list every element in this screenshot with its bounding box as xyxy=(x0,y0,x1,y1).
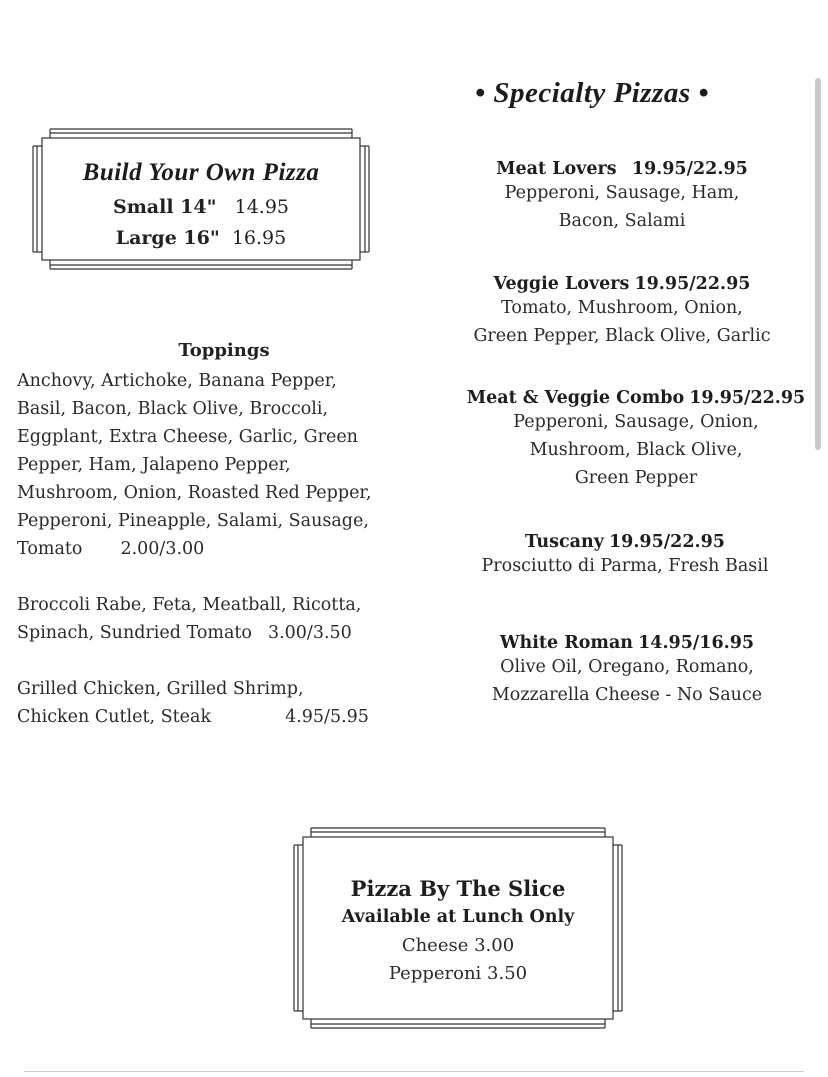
pizza-name: Meat Lovers xyxy=(496,159,617,179)
decorative-frame-icon xyxy=(293,827,623,1029)
toppings-group-3-price: 4.95/5.95 xyxy=(285,707,369,727)
pizza-price: 19.95/22.95 xyxy=(689,388,806,408)
toppings-line: Broccoli Rabe, Feta, Meatball, Ricotta, xyxy=(17,595,362,615)
toppings-line: Grilled Chicken, Grilled Shrimp, xyxy=(17,679,304,699)
toppings-line: Mushroom, Onion, Roasted Red Pepper, xyxy=(17,483,372,503)
vertical-scrollbar[interactable] xyxy=(815,78,821,450)
size-small-label: Small 14" xyxy=(112,196,217,218)
pizza-desc: Bacon, Salami xyxy=(558,211,686,231)
slice-item-pepperoni: Pepperoni 3.50 xyxy=(388,963,528,984)
size-small-row xyxy=(32,196,370,218)
toppings-line-last xyxy=(17,535,371,563)
toppings-line: Anchovy, Artichoke, Banana Pepper, xyxy=(17,371,337,391)
pizza-desc: Mozzarella Cheese - No Sauce xyxy=(491,685,763,705)
toppings-group-1 xyxy=(17,367,371,563)
toppings-group-2 xyxy=(17,591,361,647)
slice-item-cheese: Cheese 3.00 xyxy=(401,935,515,956)
toppings-line-last xyxy=(17,619,361,647)
pizza-desc: Pepperoni, Sausage, Ham, xyxy=(504,183,740,203)
pizza-name: Tuscany xyxy=(525,532,604,552)
pizza-name: White Roman xyxy=(499,633,634,653)
pizza-price: 19.95/22.95 xyxy=(631,159,748,179)
specialty-item-tuscany xyxy=(452,532,798,580)
toppings-group-3-items: Chicken Cutlet, Steak xyxy=(17,707,212,727)
toppings-line-last xyxy=(17,703,369,731)
specialty-heading: • Specialty Pizzas • xyxy=(474,77,710,109)
pizza-desc: Tomato, Mushroom, Onion, xyxy=(501,298,743,318)
pizza-desc: Olive Oil, Oregano, Romano, xyxy=(500,657,754,677)
pizza-desc: Pepperoni, Sausage, Onion, xyxy=(513,412,759,432)
specialty-item-meat-veggie-combo xyxy=(455,388,817,492)
slice-subtitle: Available at Lunch Only xyxy=(341,907,575,927)
pizza-desc: Mushroom, Black Olive, xyxy=(529,440,743,460)
size-large-price: 16.95 xyxy=(231,227,287,249)
divider xyxy=(24,1071,804,1072)
toppings-group-3 xyxy=(17,675,369,731)
pizza-price: 14.95/16.95 xyxy=(638,633,755,653)
toppings-title: Toppings xyxy=(178,340,270,361)
specialty-item-white-roman xyxy=(452,633,802,709)
toppings-group-2-price: 3.00/3.50 xyxy=(267,623,352,643)
pizza-price: 19.95/22.95 xyxy=(608,532,725,552)
slice-title: Pizza By The Slice xyxy=(350,876,566,901)
pizza-price: 19.95/22.95 xyxy=(634,274,751,294)
pizza-by-slice-box xyxy=(293,827,623,1029)
toppings-line: Pepperoni, Pineapple, Salami, Sausage, xyxy=(17,511,369,531)
size-large-label: Large 16" xyxy=(115,227,220,249)
toppings-line: Pepper, Ham, Jalapeno Pepper, xyxy=(17,455,291,475)
specialty-item-meat-lovers xyxy=(452,159,792,235)
build-your-own-box xyxy=(32,128,370,270)
toppings-group-1-price: 2.00/3.00 xyxy=(120,539,205,559)
build-your-own-title: Build Your Own Pizza xyxy=(82,159,320,186)
toppings-line: Basil, Bacon, Black Olive, Broccoli, xyxy=(17,399,329,419)
pizza-name: Veggie Lovers xyxy=(493,274,630,294)
size-small-price: 14.95 xyxy=(234,196,290,218)
specialty-item-veggie-lovers xyxy=(452,274,792,350)
toppings-group-2-items: Spinach, Sundried Tomato xyxy=(17,623,252,643)
toppings-last-item: Tomato xyxy=(17,539,83,559)
size-large-row xyxy=(32,227,370,249)
pizza-name: Meat & Veggie Combo xyxy=(466,388,685,408)
pizza-desc: Green Pepper xyxy=(574,468,698,488)
toppings-line: Eggplant, Extra Cheese, Garlic, Green xyxy=(17,427,358,447)
pizza-desc: Green Pepper, Black Olive, Garlic xyxy=(473,326,771,346)
pizza-desc: Prosciutto di Parma, Fresh Basil xyxy=(481,556,769,576)
